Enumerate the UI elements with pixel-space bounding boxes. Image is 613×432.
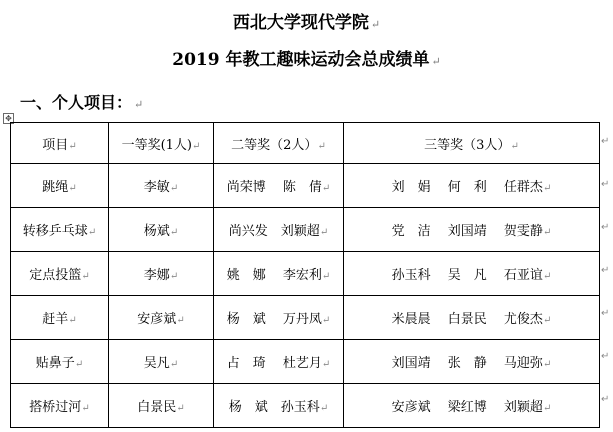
first-prize-cell: 李敏↵ [109, 164, 214, 208]
first-prize-cell: 安彦斌↵ [109, 296, 214, 340]
second-prize-cell: 杨 斌 孙玉科↵ [214, 384, 344, 428]
document-subtitle [0, 45, 613, 70]
table-row [11, 252, 600, 296]
table-row [11, 208, 600, 252]
event-cell: 跳绳↵ [11, 164, 109, 208]
event-cell: 贴鼻子↵ [11, 340, 109, 384]
event-cell: 定点投篮↵ [11, 252, 109, 296]
table-row [11, 384, 600, 428]
second-prize-cell: 杨 斌 万丹凤↵ [214, 296, 344, 340]
awards-table-body [11, 123, 600, 428]
header-cell-first-prize: 一等奖(1人)↵ [109, 123, 214, 164]
table-row [11, 296, 600, 340]
subtitle-text: 2019 年教工趣味运动会总成绩单 [172, 50, 430, 70]
row-end-mark: ↵ [601, 222, 610, 233]
paragraph-mark: ↵ [431, 55, 441, 68]
event-cell: 转移乒乓球↵ [11, 208, 109, 252]
table-row [11, 164, 600, 208]
header-cell-second-prize: 二等奖（2人）↵ [214, 123, 344, 164]
second-prize-cell: 尚荣博 陈 倩↵ [214, 164, 344, 208]
header-cell-third-prize: 三等奖（3人）↵ [344, 123, 600, 164]
first-prize-cell: 李娜↵ [109, 252, 214, 296]
section-heading-text: 一、个人项目： [20, 93, 133, 112]
table-move-handle-icon[interactable]: ✥ [3, 113, 14, 124]
third-prize-cell: 孙玉科 吴 凡 石亚谊↵ [344, 252, 600, 296]
awards-table [10, 122, 600, 428]
document-title [0, 8, 613, 33]
event-cell: 搭桥过河↵ [11, 384, 109, 428]
row-end-mark: ↵ [601, 265, 610, 276]
third-prize-cell: 刘 娟 何 利 任群杰↵ [344, 164, 600, 208]
table-header-row [11, 123, 600, 164]
table-row [11, 340, 600, 384]
row-end-mark: ↵ [601, 351, 610, 362]
first-prize-cell: 杨斌↵ [109, 208, 214, 252]
paragraph-mark: ↵ [134, 98, 144, 111]
first-prize-cell: 白景民↵ [109, 384, 214, 428]
title-text: 西北大学现代学院 [232, 13, 369, 33]
row-end-mark: ↵ [601, 179, 610, 190]
third-prize-cell: 米晨晨 白景民 尤俊杰↵ [344, 296, 600, 340]
second-prize-cell: 姚 娜 李宏利↵ [214, 252, 344, 296]
third-prize-cell: 党 洁 刘国靖 贺雯静↵ [344, 208, 600, 252]
first-prize-cell: 吴凡↵ [109, 340, 214, 384]
row-end-mark: ↵ [601, 136, 610, 147]
third-prize-cell: 安彦斌 梁红博 刘颖超↵ [344, 384, 600, 428]
second-prize-cell: 尚兴发 刘颖超↵ [214, 208, 344, 252]
paragraph-mark: ↵ [370, 18, 381, 31]
row-end-mark: ↵ [601, 394, 610, 405]
third-prize-cell: 刘国靖 张 静 马迎弥↵ [344, 340, 600, 384]
section-heading [20, 90, 143, 113]
event-cell: 赶羊↵ [11, 296, 109, 340]
second-prize-cell: 占 琦 杜艺月↵ [214, 340, 344, 384]
header-cell-event: 项目↵ [11, 123, 109, 164]
row-end-mark: ↵ [601, 308, 610, 319]
